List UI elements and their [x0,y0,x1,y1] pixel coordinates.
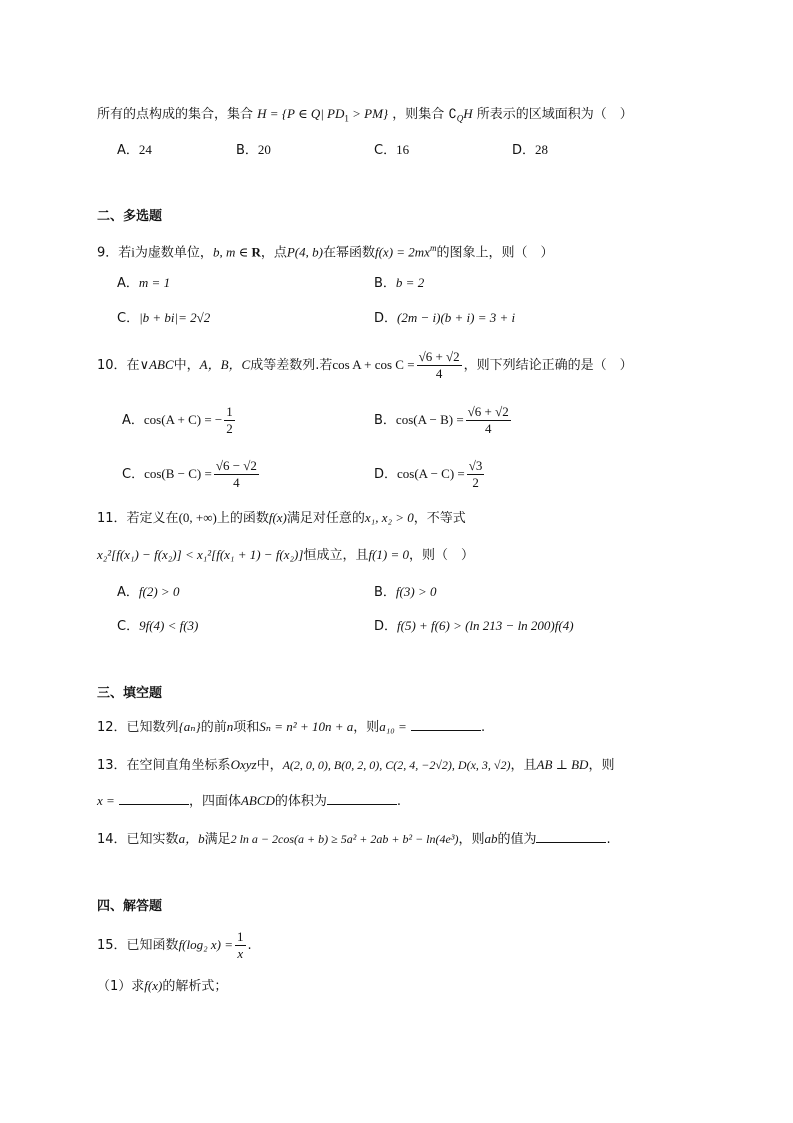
q8-option-c[interactable] [374,140,409,161]
q10-option-c[interactable] [122,456,261,493]
set-h-math: H = {P ∈ Q| PD [257,106,345,121]
complement-sub: Q [456,113,464,124]
q11-text: ，不等式 [413,511,466,526]
section-heading-solutions: 四、解答题 [97,899,163,914]
q8-text: 所表示的区域面积为（ ） [476,107,633,122]
fraction-denominator: 2 [472,475,479,490]
option-value: 9f(4) < f(3) [139,618,199,633]
option-value: (2m − i)(b + i) = 3 + i [397,310,516,325]
q13-text: ，则 [588,758,615,773]
q10-option-b[interactable] [374,402,513,439]
option-label: A． [122,413,144,428]
fraction-numerator: 1 [226,404,233,419]
option-expression: cos(A + C) = − [143,412,223,427]
q11-option-a[interactable] [117,582,179,603]
q12-text: 项和 [233,720,260,735]
q13-stem-line2 [97,790,401,812]
q14-text: ，则 [458,832,485,847]
option-value: b = 2 [395,275,425,290]
q11-text: ，则（ ） [409,548,475,563]
question-number: 15． [97,938,127,953]
q15-fraction [235,929,246,962]
q12-sequence: {aₙ} [178,719,201,734]
q14-ab: ab [484,831,498,846]
fraction-numerator: 1 [237,929,244,944]
option-label: B． [236,143,258,158]
q9-option-d[interactable] [374,308,515,329]
option-label: C． [374,143,397,158]
q13-perpendicular: AB ⊥ BD [536,757,589,772]
q9-text: 的图象上，则（ ） [436,245,554,261]
q8-option-b[interactable] [236,140,271,161]
q11-option-d[interactable] [374,616,574,637]
option-fraction [214,458,259,491]
q8-option-d[interactable] [512,140,548,161]
q10-stem [97,345,633,386]
q11-text: 满足对任意的 [286,511,365,526]
question-number: 13． [97,758,127,773]
q13-tetrahedron: ABCD [240,793,275,808]
answer-blank[interactable] [411,716,481,731]
question-number: 9． [97,245,119,261]
option-fraction [466,404,511,437]
q10-triangle: ∨ABC [139,357,174,372]
q9-vars: b, m ∈ [212,244,252,260]
question-number: 12． [97,720,127,735]
q13-x: x = [97,793,115,808]
q14-vars: a，b [178,831,205,846]
q12-text: ，则 [353,720,380,735]
fraction-numerator: √6 − √2 [215,458,257,473]
option-label: B． [374,585,396,600]
q15-part-1 [97,976,227,997]
q10-expression: cos A + cos C = [332,357,415,372]
fraction-numerator: √3 [468,458,483,473]
q13-stem-line1 [97,755,614,776]
q8-option-a[interactable] [117,140,152,161]
q13-points: A(2, 0, 0), B(0, 2, 0), C(2, 4, −2√2), D(x, 3, √2) [282,758,511,772]
option-expression: cos(A − B) = [395,412,464,427]
q13-text: 中， [256,758,283,773]
section-heading-multiple-choice: 二、多选题 [97,209,163,224]
q12-stem [97,716,485,738]
q9-text: 在幂函数 [322,245,375,261]
option-label: A． [117,276,139,291]
q13-text: 的体积为 [274,794,327,809]
fraction-denominator: 4 [233,475,240,490]
option-value: f(5) + f(6) > (ln 213 − ln 200)f(4) [397,618,574,633]
q11-condition: f(1) = 0 [368,547,410,562]
option-label: D． [374,619,398,634]
q13-text: ，四面体 [188,794,241,809]
option-value: f(3) > 0 [395,584,437,599]
fraction-denominator: 4 [484,421,492,436]
set-h-sub: 1 [344,113,349,124]
q9-option-b[interactable] [374,273,424,294]
q14-end: . [606,832,611,847]
q11-interval: (0, +∞) [178,510,217,525]
q9-stem [97,238,553,263]
q14-stem [97,828,611,850]
q11-vars: x₁, x₂ > 0 [364,510,414,525]
fraction-denominator: 4 [435,366,443,381]
q10-fraction [417,349,462,382]
q9-text: 为虚数单位， [134,245,213,261]
q9-text: ，点 [260,245,287,261]
reals-symbol: R [251,244,261,260]
option-value: 24 [138,142,152,157]
q9-point: P(4, b) [286,244,323,260]
q8-text: ，则集合 [392,107,445,122]
q14-expression: 2 ln a − 2cos(a + b) ≥ 5a² + 2ab + b² − ln(4e³) [230,832,459,846]
option-expression: cos(B − C) = [144,466,212,481]
option-label: D． [374,467,398,482]
answer-blank[interactable] [536,828,606,843]
question-number: 11． [97,511,127,526]
q14-text: 已知实数 [126,832,179,847]
option-label: A． [117,585,139,600]
option-label: C． [122,467,145,482]
option-value: 16 [396,142,410,157]
option-label: B． [374,276,396,291]
q11-text: 上的函数 [216,511,269,526]
q12-n: n [226,719,234,734]
fraction-numerator: √6 + √2 [467,404,509,419]
fraction-numerator: √6 + √2 [418,349,460,364]
complement-set: H [463,106,473,121]
q11-stem-line2 [97,545,474,566]
imaginary-unit: i [131,244,135,260]
question-number: 14． [97,832,127,847]
q11-option-c[interactable] [117,616,198,637]
q12-text: 已知数列 [126,720,179,735]
complement-symbol: ∁ [448,106,457,121]
q15-stem [97,927,252,964]
q15-end: . [247,938,252,953]
section-heading-fill-in: 三、填空题 [97,686,163,701]
option-value: f(2) > 0 [138,584,180,599]
fraction-denominator: 2 [226,421,233,436]
option-fraction [467,458,485,491]
q10-vars: A，B，C [199,357,251,372]
q13-text: ，且 [510,758,537,773]
q9-function: f(x) = 2mx [374,244,430,260]
q15-expression: f(log₂ x) = [178,937,234,952]
q14-text: 的值为 [497,832,537,847]
q12-text: 的前 [200,720,227,735]
q8-stem-tail [97,104,633,129]
question-number: 10． [97,358,127,373]
q15-part-label: （1）求 [97,979,145,994]
answer-blank[interactable] [327,790,397,805]
fraction-denominator: x [237,946,244,961]
q10-option-a[interactable] [122,402,237,439]
option-value: 20 [257,142,271,157]
q13-text: 在空间直角坐标系 [126,758,231,773]
q12-end: . [480,720,486,735]
q13-coordinate-system: Oxyz [230,757,257,772]
q11-text: 若定义在 [126,511,179,526]
q15-function: f(x) [144,978,163,993]
q15-text: 已知函数 [126,938,179,953]
q10-text: ，则下列结论正确的是（ ） [463,358,633,373]
q15-text: 的解析式； [162,979,228,994]
option-label: A． [117,143,139,158]
q12-target: a₁₀ = [379,719,407,734]
q11-inequality: x₂²[f(x₁) − f(x₂)] < x₁²[f(x₁ + 1) − f(x₂)] [97,547,304,562]
q12-expression: Sₙ = n² + 10n + a [259,719,354,734]
option-value: m = 1 [138,275,171,290]
option-label: D． [374,311,398,326]
q9-exponent: m [429,243,437,253]
option-label: C． [117,619,140,634]
q14-text: 满足 [204,832,231,847]
set-h-math-end: > PM} [348,106,389,121]
option-expression: cos(A − C) = [397,466,465,481]
q8-text: 所有的点构成的集合，集合 [97,107,254,122]
q11-option-b[interactable] [374,582,436,603]
q10-text: 中， [173,358,200,373]
option-label: B． [374,413,396,428]
q10-text: 在 [126,358,140,373]
q10-text: 成等差数列.若 [250,358,333,373]
option-value: |b + bi|= 2√2 [139,310,211,325]
option-value: 28 [535,142,549,157]
q13-end: . [396,794,402,809]
option-fraction [224,404,235,437]
q11-function: f(x) [268,510,287,525]
q9-option-a[interactable] [117,273,170,294]
q11-stem-line1 [97,508,466,529]
option-label: D． [512,143,536,158]
answer-blank[interactable] [119,790,189,805]
q9-option-c[interactable] [117,308,210,329]
q10-option-d[interactable] [374,456,486,493]
q9-text: 若 [118,245,132,261]
q11-text: 恒成立，且 [303,548,369,563]
option-label: C． [117,311,140,326]
